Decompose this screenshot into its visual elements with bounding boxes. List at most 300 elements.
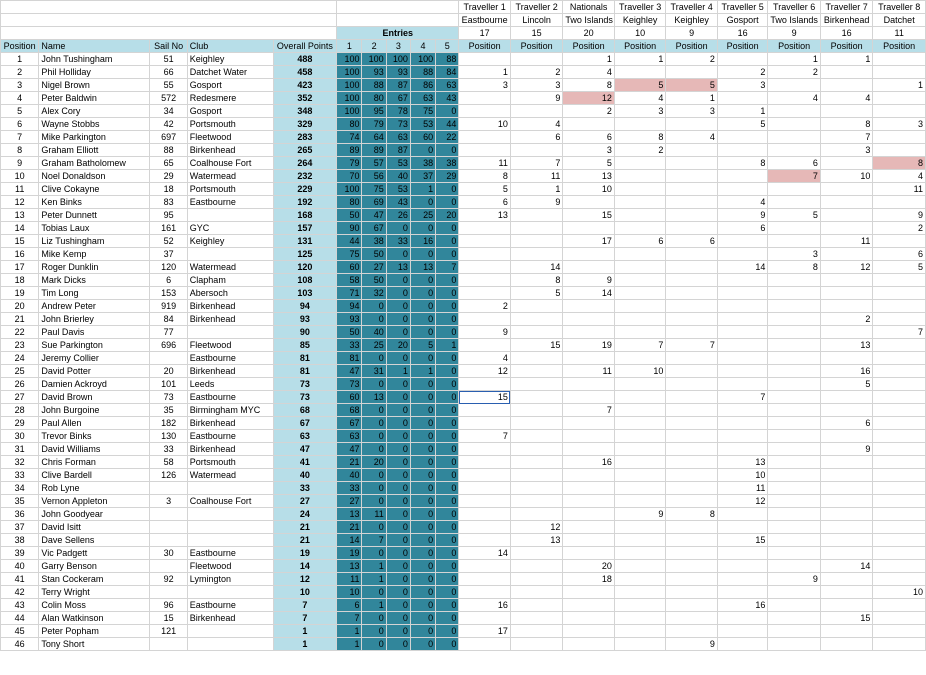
col-traveller-position[interactable]: Position <box>459 40 511 53</box>
race-points-cell[interactable]: 94 <box>337 300 362 313</box>
traveller-position-cell[interactable] <box>873 469 926 482</box>
traveller-position-cell[interactable] <box>768 469 821 482</box>
overall-points-cell[interactable]: 12 <box>273 573 337 586</box>
sail-no-cell[interactable]: 182 <box>150 417 187 430</box>
traveller-position-cell[interactable]: 15 <box>510 339 563 352</box>
sail-no-cell[interactable]: 35 <box>150 404 187 417</box>
race-points-cell[interactable]: 0 <box>386 274 410 287</box>
traveller-position-cell[interactable] <box>459 404 511 417</box>
race-points-cell[interactable]: 0 <box>410 196 435 209</box>
traveller-position-cell[interactable]: 1 <box>820 53 873 66</box>
traveller-position-cell[interactable] <box>510 209 563 222</box>
race-points-cell[interactable]: 60 <box>337 391 362 404</box>
race-points-cell[interactable]: 0 <box>436 352 459 365</box>
traveller-position-cell[interactable] <box>873 235 926 248</box>
overall-points-cell[interactable]: 348 <box>273 105 337 118</box>
race-points-cell[interactable]: 87 <box>386 144 410 157</box>
race-points-cell[interactable]: 100 <box>386 53 410 66</box>
race-points-cell[interactable]: 95 <box>362 105 386 118</box>
traveller-position-cell[interactable] <box>873 638 926 651</box>
traveller-position-cell[interactable]: 9 <box>459 326 511 339</box>
position-cell[interactable]: 18 <box>1 274 39 287</box>
traveller-position-cell[interactable] <box>510 469 563 482</box>
traveller-position-cell[interactable] <box>563 612 615 625</box>
traveller-position-cell[interactable]: 3 <box>873 118 926 131</box>
race-points-cell[interactable]: 0 <box>410 469 435 482</box>
traveller-position-cell[interactable] <box>510 105 563 118</box>
club-cell[interactable]: Keighley <box>187 235 273 248</box>
traveller-position-cell[interactable] <box>820 573 873 586</box>
traveller-position-cell[interactable] <box>820 599 873 612</box>
traveller-position-cell[interactable] <box>873 300 926 313</box>
traveller-position-cell[interactable]: 8 <box>768 261 821 274</box>
traveller-position-cell[interactable]: 8 <box>510 274 563 287</box>
traveller-position-cell[interactable] <box>768 287 821 300</box>
traveller-position-cell[interactable] <box>717 53 767 66</box>
race-points-cell[interactable]: 0 <box>386 508 410 521</box>
sail-no-cell[interactable]: 919 <box>150 300 187 313</box>
traveller-position-cell[interactable]: 13 <box>459 209 511 222</box>
traveller-position-cell[interactable]: 8 <box>820 118 873 131</box>
sail-no-cell[interactable]: 18 <box>150 183 187 196</box>
col-overall-points[interactable]: Overall Points <box>273 40 337 53</box>
race-points-cell[interactable]: 40 <box>362 326 386 339</box>
club-cell[interactable]: Gosport <box>187 105 273 118</box>
race-points-cell[interactable]: 0 <box>410 417 435 430</box>
race-points-cell[interactable]: 0 <box>436 287 459 300</box>
traveller-position-cell[interactable]: 2 <box>510 66 563 79</box>
race-points-cell[interactable]: 1 <box>337 638 362 651</box>
race-points-cell[interactable]: 0 <box>386 547 410 560</box>
race-points-cell[interactable]: 0 <box>362 352 386 365</box>
race-points-cell[interactable]: 68 <box>337 404 362 417</box>
club-cell[interactable]: Fleetwood <box>187 339 273 352</box>
sail-no-cell[interactable]: 120 <box>150 261 187 274</box>
position-cell[interactable]: 35 <box>1 495 39 508</box>
race-points-cell[interactable]: 93 <box>362 66 386 79</box>
position-cell[interactable]: 10 <box>1 170 39 183</box>
race-points-cell[interactable]: 75 <box>410 105 435 118</box>
traveller-position-cell[interactable] <box>459 235 511 248</box>
traveller-position-cell[interactable]: 6 <box>614 235 666 248</box>
position-cell[interactable]: 14 <box>1 222 39 235</box>
traveller-position-cell[interactable] <box>873 521 926 534</box>
traveller-position-cell[interactable] <box>768 79 821 92</box>
traveller-position-cell[interactable]: 12 <box>459 365 511 378</box>
traveller-position-cell[interactable] <box>666 118 718 131</box>
traveller-position-cell[interactable] <box>873 131 926 144</box>
traveller-position-cell[interactable]: 10 <box>563 183 615 196</box>
traveller-position-cell[interactable] <box>510 495 563 508</box>
traveller-position-cell[interactable] <box>666 495 718 508</box>
position-cell[interactable]: 15 <box>1 235 39 248</box>
traveller-position-cell[interactable] <box>768 508 821 521</box>
name-cell[interactable]: Mark Dicks <box>39 274 150 287</box>
traveller-position-cell[interactable] <box>820 222 873 235</box>
sail-no-cell[interactable]: 65 <box>150 157 187 170</box>
traveller-position-cell[interactable] <box>768 196 821 209</box>
traveller-title[interactable]: Traveller 4 <box>666 1 718 14</box>
traveller-position-cell[interactable] <box>510 235 563 248</box>
race-points-cell[interactable]: 1 <box>436 339 459 352</box>
traveller-position-cell[interactable] <box>459 144 511 157</box>
position-cell[interactable]: 37 <box>1 521 39 534</box>
race-points-cell[interactable]: 21 <box>337 456 362 469</box>
traveller-position-cell[interactable]: 4 <box>820 92 873 105</box>
traveller-position-cell[interactable]: 7 <box>459 430 511 443</box>
race-points-cell[interactable]: 100 <box>337 105 362 118</box>
traveller-position-cell[interactable]: 14 <box>820 560 873 573</box>
race-points-cell[interactable]: 0 <box>362 612 386 625</box>
overall-points-cell[interactable]: 232 <box>273 170 337 183</box>
traveller-position-cell[interactable] <box>717 404 767 417</box>
traveller-position-cell[interactable] <box>768 482 821 495</box>
sail-no-cell[interactable]: 77 <box>150 326 187 339</box>
traveller-position-cell[interactable] <box>768 534 821 547</box>
traveller-position-cell[interactable]: 2 <box>873 222 926 235</box>
traveller-position-cell[interactable] <box>563 430 615 443</box>
club-cell[interactable] <box>187 534 273 547</box>
sail-no-cell[interactable]: 29 <box>150 170 187 183</box>
race-points-cell[interactable]: 0 <box>386 625 410 638</box>
traveller-position-cell[interactable] <box>614 391 666 404</box>
traveller-position-cell[interactable] <box>666 456 718 469</box>
traveller-position-cell[interactable]: 5 <box>820 378 873 391</box>
race-points-cell[interactable]: 0 <box>386 404 410 417</box>
col-race-4[interactable]: 4 <box>410 40 435 53</box>
race-points-cell[interactable]: 0 <box>436 144 459 157</box>
overall-points-cell[interactable]: 21 <box>273 521 337 534</box>
traveller-position-cell[interactable] <box>563 313 615 326</box>
position-cell[interactable]: 22 <box>1 326 39 339</box>
traveller-position-cell[interactable] <box>820 196 873 209</box>
traveller-position-cell[interactable] <box>666 170 718 183</box>
name-cell[interactable]: Graham Elliott <box>39 144 150 157</box>
race-points-cell[interactable]: 0 <box>410 378 435 391</box>
traveller-position-cell[interactable] <box>510 53 563 66</box>
col-traveller-position[interactable]: Position <box>510 40 563 53</box>
sail-no-cell[interactable]: 83 <box>150 196 187 209</box>
traveller-position-cell[interactable] <box>614 352 666 365</box>
race-points-cell[interactable]: 11 <box>337 573 362 586</box>
club-cell[interactable]: Birkenhead <box>187 612 273 625</box>
name-cell[interactable]: Vic Padgett <box>39 547 150 560</box>
traveller-position-cell[interactable] <box>510 300 563 313</box>
traveller-position-cell[interactable]: 13 <box>563 170 615 183</box>
race-points-cell[interactable]: 73 <box>337 378 362 391</box>
name-cell[interactable]: Terry Wright <box>39 586 150 599</box>
traveller-position-cell[interactable]: 14 <box>510 261 563 274</box>
traveller-position-cell[interactable]: 16 <box>717 599 767 612</box>
race-points-cell[interactable]: 87 <box>386 79 410 92</box>
traveller-position-cell[interactable] <box>873 534 926 547</box>
traveller-position-cell[interactable] <box>510 365 563 378</box>
col-race-5[interactable]: 5 <box>436 40 459 53</box>
race-points-cell[interactable]: 33 <box>337 482 362 495</box>
traveller-position-cell[interactable] <box>820 456 873 469</box>
traveller-position-cell[interactable] <box>820 157 873 170</box>
position-cell[interactable]: 5 <box>1 105 39 118</box>
traveller-position-cell[interactable] <box>563 495 615 508</box>
traveller-position-cell[interactable] <box>563 625 615 638</box>
race-points-cell[interactable]: 47 <box>362 209 386 222</box>
traveller-position-cell[interactable] <box>614 209 666 222</box>
traveller-position-cell[interactable]: 10 <box>717 469 767 482</box>
traveller-position-cell[interactable] <box>820 521 873 534</box>
race-points-cell[interactable]: 0 <box>436 196 459 209</box>
race-points-cell[interactable]: 11 <box>362 508 386 521</box>
position-cell[interactable]: 43 <box>1 599 39 612</box>
club-cell[interactable]: Eastbourne <box>187 430 273 443</box>
traveller-position-cell[interactable] <box>820 404 873 417</box>
race-points-cell[interactable]: 0 <box>362 404 386 417</box>
position-cell[interactable]: 2 <box>1 66 39 79</box>
col-club[interactable]: Club <box>187 40 273 53</box>
race-points-cell[interactable]: 88 <box>410 66 435 79</box>
traveller-position-cell[interactable] <box>768 118 821 131</box>
col-race-2[interactable]: 2 <box>362 40 386 53</box>
traveller-position-cell[interactable]: 5 <box>614 79 666 92</box>
traveller-position-cell[interactable] <box>666 560 718 573</box>
race-points-cell[interactable]: 43 <box>436 92 459 105</box>
traveller-position-cell[interactable] <box>768 326 821 339</box>
traveller-position-cell[interactable]: 13 <box>820 339 873 352</box>
overall-points-cell[interactable]: 103 <box>273 287 337 300</box>
race-points-cell[interactable]: 7 <box>337 612 362 625</box>
race-points-cell[interactable]: 13 <box>386 261 410 274</box>
race-points-cell[interactable]: 0 <box>436 313 459 326</box>
name-cell[interactable]: Garry Benson <box>39 560 150 573</box>
race-points-cell[interactable]: 74 <box>337 131 362 144</box>
sail-no-cell[interactable]: 95 <box>150 209 187 222</box>
name-cell[interactable]: Mike Kemp <box>39 248 150 261</box>
traveller-position-cell[interactable] <box>768 131 821 144</box>
sail-no-cell[interactable]: 30 <box>150 547 187 560</box>
name-cell[interactable]: Alex Cory <box>39 105 150 118</box>
traveller-position-cell[interactable] <box>459 586 511 599</box>
sail-no-cell[interactable]: 130 <box>150 430 187 443</box>
race-points-cell[interactable]: 0 <box>386 430 410 443</box>
traveller-position-cell[interactable]: 2 <box>563 105 615 118</box>
race-points-cell[interactable]: 0 <box>386 560 410 573</box>
traveller-position-cell[interactable]: 9 <box>873 209 926 222</box>
traveller-position-cell[interactable]: 7 <box>717 391 767 404</box>
traveller-position-cell[interactable] <box>614 560 666 573</box>
traveller-position-cell[interactable]: 5 <box>768 209 821 222</box>
traveller-position-cell[interactable]: 4 <box>768 92 821 105</box>
name-cell[interactable]: Alan Watkinson <box>39 612 150 625</box>
position-cell[interactable]: 40 <box>1 560 39 573</box>
traveller-position-cell[interactable] <box>768 547 821 560</box>
traveller-position-cell[interactable] <box>768 183 821 196</box>
traveller-position-cell[interactable] <box>614 287 666 300</box>
sail-no-cell[interactable]: 66 <box>150 66 187 79</box>
traveller-position-cell[interactable] <box>614 118 666 131</box>
traveller-position-cell[interactable]: 1 <box>717 105 767 118</box>
race-points-cell[interactable]: 0 <box>362 638 386 651</box>
name-cell[interactable]: John Brierley <box>39 313 150 326</box>
overall-points-cell[interactable]: 157 <box>273 222 337 235</box>
traveller-position-cell[interactable] <box>768 222 821 235</box>
traveller-position-cell[interactable] <box>666 274 718 287</box>
race-points-cell[interactable]: 63 <box>436 79 459 92</box>
race-points-cell[interactable]: 75 <box>362 183 386 196</box>
position-cell[interactable]: 31 <box>1 443 39 456</box>
traveller-venue[interactable]: Two Islands <box>768 14 821 27</box>
race-points-cell[interactable]: 5 <box>410 339 435 352</box>
race-points-cell[interactable]: 0 <box>436 248 459 261</box>
race-points-cell[interactable]: 50 <box>337 326 362 339</box>
race-points-cell[interactable]: 1 <box>410 183 435 196</box>
race-points-cell[interactable]: 0 <box>410 248 435 261</box>
traveller-position-cell[interactable]: 6 <box>768 157 821 170</box>
race-points-cell[interactable]: 0 <box>410 144 435 157</box>
race-points-cell[interactable]: 0 <box>362 521 386 534</box>
race-points-cell[interactable]: 0 <box>386 391 410 404</box>
traveller-position-cell[interactable] <box>666 547 718 560</box>
traveller-position-cell[interactable] <box>459 534 511 547</box>
race-points-cell[interactable]: 100 <box>337 66 362 79</box>
name-cell[interactable]: Andrew Peter <box>39 300 150 313</box>
traveller-position-cell[interactable] <box>873 339 926 352</box>
traveller-position-cell[interactable] <box>717 378 767 391</box>
traveller-position-cell[interactable]: 5 <box>459 183 511 196</box>
traveller-position-cell[interactable] <box>768 339 821 352</box>
traveller-position-cell[interactable] <box>563 521 615 534</box>
race-points-cell[interactable]: 80 <box>337 118 362 131</box>
traveller-position-cell[interactable]: 1 <box>614 53 666 66</box>
traveller-position-cell[interactable] <box>614 612 666 625</box>
position-cell[interactable]: 45 <box>1 625 39 638</box>
race-points-cell[interactable]: 0 <box>362 313 386 326</box>
position-cell[interactable]: 41 <box>1 573 39 586</box>
race-points-cell[interactable]: 0 <box>410 560 435 573</box>
traveller-position-cell[interactable] <box>459 508 511 521</box>
traveller-position-cell[interactable]: 6 <box>459 196 511 209</box>
traveller-position-cell[interactable] <box>717 586 767 599</box>
race-points-cell[interactable]: 60 <box>410 131 435 144</box>
overall-points-cell[interactable]: 94 <box>273 300 337 313</box>
traveller-position-cell[interactable] <box>768 625 821 638</box>
race-points-cell[interactable]: 0 <box>410 404 435 417</box>
race-points-cell[interactable]: 0 <box>410 625 435 638</box>
traveller-position-cell[interactable] <box>873 313 926 326</box>
col-traveller-position[interactable]: Position <box>666 40 718 53</box>
race-points-cell[interactable]: 79 <box>337 157 362 170</box>
name-cell[interactable]: Tim Long <box>39 287 150 300</box>
race-points-cell[interactable]: 0 <box>386 495 410 508</box>
traveller-position-cell[interactable] <box>820 547 873 560</box>
position-cell[interactable]: 13 <box>1 209 39 222</box>
race-points-cell[interactable]: 0 <box>410 521 435 534</box>
traveller-entries[interactable]: 20 <box>563 27 615 40</box>
traveller-position-cell[interactable] <box>510 326 563 339</box>
race-points-cell[interactable]: 13 <box>337 560 362 573</box>
traveller-position-cell[interactable]: 2 <box>459 300 511 313</box>
race-points-cell[interactable]: 0 <box>362 547 386 560</box>
race-points-cell[interactable]: 0 <box>410 430 435 443</box>
position-cell[interactable]: 17 <box>1 261 39 274</box>
traveller-position-cell[interactable] <box>820 66 873 79</box>
club-cell[interactable]: Watermead <box>187 170 273 183</box>
traveller-venue[interactable]: Birkenhead <box>820 14 873 27</box>
traveller-position-cell[interactable]: 10 <box>873 586 926 599</box>
traveller-position-cell[interactable]: 10 <box>459 118 511 131</box>
sail-no-cell[interactable]: 37 <box>150 248 187 261</box>
name-cell[interactable]: Trevor Binks <box>39 430 150 443</box>
race-points-cell[interactable]: 50 <box>362 248 386 261</box>
traveller-position-cell[interactable] <box>768 300 821 313</box>
position-cell[interactable]: 28 <box>1 404 39 417</box>
race-points-cell[interactable]: 1 <box>410 365 435 378</box>
overall-points-cell[interactable]: 168 <box>273 209 337 222</box>
name-cell[interactable]: John Burgoine <box>39 404 150 417</box>
traveller-position-cell[interactable]: 17 <box>459 625 511 638</box>
traveller-position-cell[interactable]: 9 <box>510 196 563 209</box>
name-cell[interactable]: David Williams <box>39 443 150 456</box>
traveller-entries[interactable]: 16 <box>820 27 873 40</box>
race-points-cell[interactable]: 0 <box>410 495 435 508</box>
traveller-position-cell[interactable]: 5 <box>563 157 615 170</box>
traveller-position-cell[interactable]: 15 <box>563 209 615 222</box>
sail-no-cell[interactable] <box>150 482 187 495</box>
traveller-position-cell[interactable] <box>768 378 821 391</box>
position-cell[interactable]: 16 <box>1 248 39 261</box>
race-points-cell[interactable]: 69 <box>362 196 386 209</box>
overall-points-cell[interactable]: 67 <box>273 417 337 430</box>
traveller-position-cell[interactable] <box>873 508 926 521</box>
traveller-position-cell[interactable] <box>717 625 767 638</box>
traveller-position-cell[interactable] <box>614 586 666 599</box>
race-points-cell[interactable]: 0 <box>436 612 459 625</box>
traveller-position-cell[interactable] <box>666 326 718 339</box>
traveller-position-cell[interactable] <box>768 417 821 430</box>
sail-no-cell[interactable]: 33 <box>150 443 187 456</box>
name-cell[interactable]: Noel Donaldson <box>39 170 150 183</box>
race-points-cell[interactable]: 19 <box>337 547 362 560</box>
traveller-position-cell[interactable] <box>717 274 767 287</box>
traveller-position-cell[interactable] <box>717 183 767 196</box>
traveller-position-cell[interactable] <box>717 365 767 378</box>
overall-points-cell[interactable]: 423 <box>273 79 337 92</box>
race-points-cell[interactable]: 0 <box>436 430 459 443</box>
race-points-cell[interactable]: 0 <box>436 274 459 287</box>
traveller-position-cell[interactable] <box>459 573 511 586</box>
traveller-venue[interactable]: Gosport <box>717 14 767 27</box>
traveller-position-cell[interactable] <box>563 326 615 339</box>
traveller-position-cell[interactable]: 11 <box>820 235 873 248</box>
traveller-position-cell[interactable] <box>614 417 666 430</box>
club-cell[interactable]: Portsmouth <box>187 118 273 131</box>
traveller-position-cell[interactable] <box>873 456 926 469</box>
traveller-position-cell[interactable] <box>510 430 563 443</box>
traveller-position-cell[interactable] <box>873 560 926 573</box>
race-points-cell[interactable]: 53 <box>386 157 410 170</box>
club-cell[interactable]: Birkenhead <box>187 313 273 326</box>
overall-points-cell[interactable]: 265 <box>273 144 337 157</box>
traveller-position-cell[interactable] <box>873 443 926 456</box>
race-points-cell[interactable]: 33 <box>337 339 362 352</box>
traveller-position-cell[interactable]: 8 <box>459 170 511 183</box>
sail-no-cell[interactable]: 84 <box>150 313 187 326</box>
traveller-position-cell[interactable] <box>459 261 511 274</box>
race-points-cell[interactable]: 25 <box>362 339 386 352</box>
traveller-position-cell[interactable] <box>510 222 563 235</box>
traveller-position-cell[interactable]: 7 <box>614 339 666 352</box>
traveller-position-cell[interactable]: 16 <box>563 456 615 469</box>
traveller-position-cell[interactable] <box>459 105 511 118</box>
race-points-cell[interactable]: 88 <box>362 79 386 92</box>
